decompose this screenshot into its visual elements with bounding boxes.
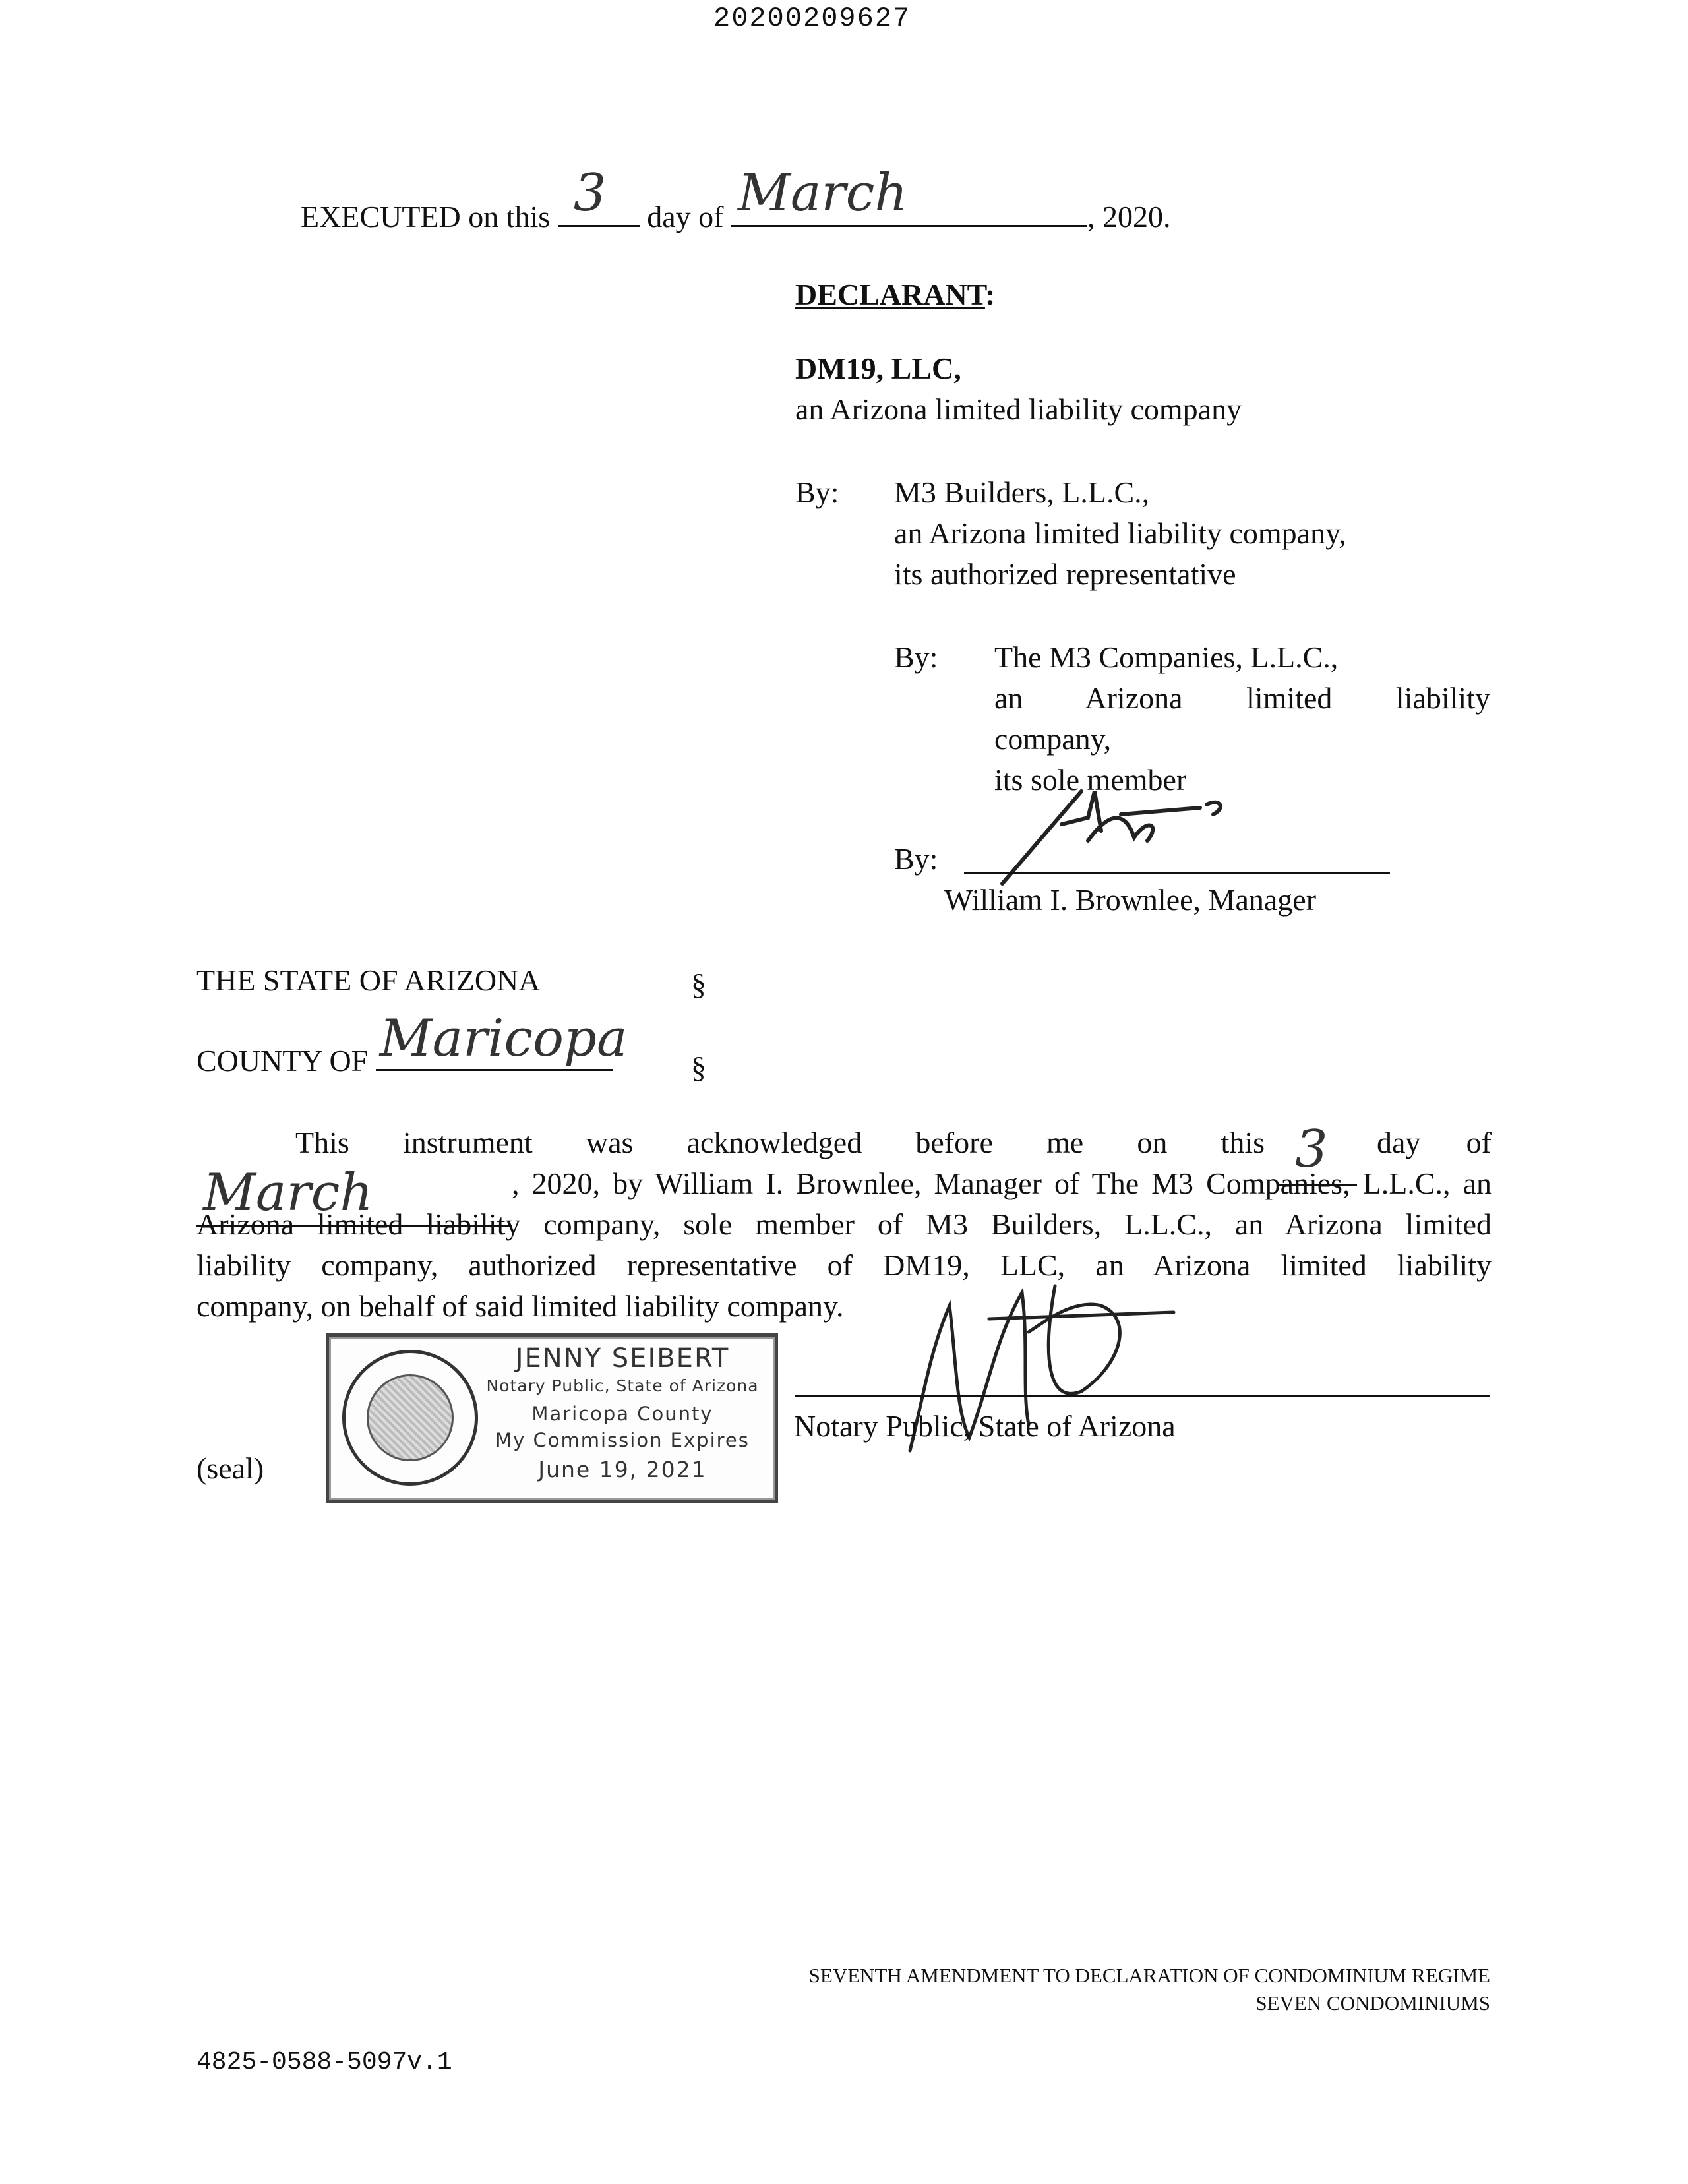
executed-mid: day of: [647, 200, 724, 233]
stamp-name: JENNY SEIBERT: [515, 1343, 730, 1374]
by1-line2: an Arizona limited liability company,: [894, 516, 1346, 550]
signer-name: William I. Brownlee, Manager: [944, 883, 1317, 917]
executed-line: [301, 164, 1171, 234]
ack-line-1: [196, 1120, 1492, 1179]
declarant-label: DECLARANT: [795, 278, 985, 311]
notary-signature-line: [795, 1395, 1490, 1397]
by2-line4: its sole member: [994, 763, 1187, 797]
county-venue: [196, 1009, 628, 1078]
handwritten-county: Maricopa: [379, 1009, 628, 1068]
declarant-name: DM19, LLC,: [795, 351, 961, 385]
signature-line: [964, 872, 1390, 874]
by1-line3: its authorized representative: [894, 557, 1236, 591]
by2-line2: an Arizona limited liability: [994, 681, 1490, 715]
by2-line3: company,: [994, 722, 1112, 756]
declarant-heading: [795, 277, 995, 312]
handwritten-ack-day: 3: [1295, 1120, 1328, 1179]
notary-stamp: [326, 1333, 778, 1503]
executed-year: , 2020.: [1087, 200, 1171, 233]
notary-signature: [857, 1279, 1200, 1477]
declarant-colon: :: [984, 278, 996, 311]
stamp-line3: My Commission Expires: [495, 1429, 750, 1451]
stamp-line1: Notary Public, State of Arizona: [486, 1376, 759, 1395]
by-label-2: By:: [894, 640, 938, 674]
day-blank: [558, 164, 640, 227]
handwritten-day: 3: [573, 164, 607, 223]
ack-line2-text: , 2020, by William I. Brownlee, Manager of The M3 Companies, L.L.C., an: [512, 1167, 1492, 1200]
month-blank: [731, 164, 1087, 227]
by1-line1: M3 Builders, L.L.C.,: [894, 475, 1150, 509]
ack-line-3: Arizona limited liability company, sole member of M3 Builders, L.L.C., an Arizona limited: [196, 1207, 1492, 1241]
stamp-line4: June 19, 2021: [538, 1457, 707, 1482]
footer-title-line2: SEVEN CONDOMINIUMS: [1255, 1991, 1490, 2015]
footer-title-line1: SEVENTH AMENDMENT TO DECLARATION OF CONDOMINIUM REGIME: [808, 1964, 1490, 1987]
state-seal-icon: [342, 1350, 478, 1486]
section-symbol-1: §: [691, 967, 706, 1001]
county-prefix: COUNTY OF: [196, 1044, 369, 1077]
state-venue: THE STATE OF ARIZONA: [196, 963, 541, 997]
ack-line-2: [196, 1163, 1492, 1223]
county-blank: [376, 1009, 628, 1071]
footer-doc-id: 4825-0588-5097v.1: [196, 2048, 452, 2077]
ack-line-4: liability company, authorized representative of DM19, LLC, an Arizona limited liability: [196, 1248, 1492, 1282]
section-symbol-2: §: [691, 1050, 706, 1084]
ack-day-word: day of: [1377, 1126, 1492, 1159]
by-label-3: By:: [894, 842, 938, 876]
stamp-line2: Maricopa County: [531, 1403, 713, 1425]
seal-label: (seal): [196, 1451, 264, 1485]
notary-title: Notary Public, State of Arizona: [794, 1409, 1176, 1443]
document-number: 20200209627: [713, 3, 911, 34]
declarant-description: an Arizona limited liability company: [795, 392, 1242, 426]
handwritten-month: March: [737, 164, 908, 223]
by2-line1: The M3 Companies, L.L.C.,: [994, 640, 1339, 674]
executed-prefix: EXECUTED on this: [301, 200, 551, 233]
ack-line1-text: This instrument was acknowledged before me on this: [295, 1126, 1265, 1159]
handwritten-ack-month: March: [203, 1163, 373, 1223]
ack-line-5: company, on behalf of said limited liability company.: [196, 1289, 844, 1323]
by-label-1: By:: [795, 475, 839, 509]
